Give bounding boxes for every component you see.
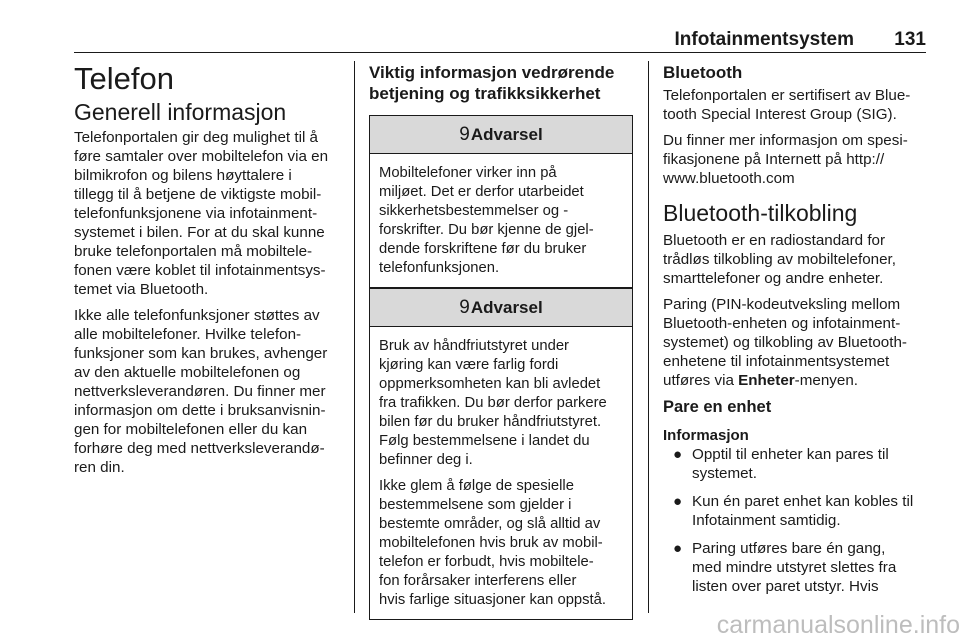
warning-label: Advarsel (470, 297, 543, 317)
page-header (74, 28, 926, 53)
column-divider-2 (648, 61, 649, 613)
connection-paragraph-1: Bluetooth er en radiostandard for trådløs tilkobling av mobiltelefoner, smarttelefoner og andre enheter. (663, 232, 896, 287)
warning-icon: 9 (459, 296, 470, 318)
pairing-heading: Pare en enhet (663, 398, 772, 416)
warning-header (370, 289, 632, 327)
bullet-icon: ● (672, 446, 683, 463)
warning-icon: 9 (459, 123, 470, 145)
warning-body (370, 327, 632, 619)
list-item: ● Opptil til enheter kan pares til systemet. (663, 445, 927, 483)
bluetooth-paragraph-2: Du finner mer informasjon om spesi- fikasjonene på Internett på http:// www.bluetooth.com (663, 132, 908, 187)
connection-heading: Bluetooth-tilkobling (663, 200, 858, 226)
warning-header (370, 116, 632, 154)
header-title: Infotainmentsystem (674, 29, 854, 50)
connection-paragraph-2: Paring (PIN-kodeutveksling mellom Bluetooth-enheten og infotainment- systemet) og tilkobling av Bluetooth- enhetene til infotainmentsystemet utføres via Enheter-menyen. (663, 296, 907, 389)
section-title: Telefon (74, 61, 174, 96)
intro-paragraph: Telefonportalen gir deg mulighet til å føre samtaler over mobiltelefon via en bilmikrofon og bilens høyttalere i tillegg til å betjene de viktigste mobil- telefonfunksjonene via infotainment- systemet i bilen. For at du skal kunne bruke telefonportalen må mobiltele- fonen være koblet til infotainmentsys- temet via Bluetooth. (74, 129, 329, 298)
support-paragraph: Ikke alle telefonfunksjoner støttes av alle mobiltelefoner. Hvilke telefon- funksjoner som kan brukes, avhenger av den aktuelle mobiltelefonen og nettverksleverandøren. Du finner mer informasjon om dette i bruksanvisnin- gen for mobiltelefonen eller du kan forhøre deg med nettverksleverandø- ren din. (74, 307, 328, 476)
devices-menu-name: Enheter (738, 372, 795, 389)
bluetooth-heading: Bluetooth (663, 63, 743, 82)
list-item: ● Kun én paret enhet kan kobles til Infotainment samtidig. (663, 492, 927, 530)
warning-text: Ikke glem å følge de spesielle bestemmelsene som gjelder i bestemte områder, og slå alltid av mobiltelefonen hvis bruk av mobil- telefon er forbudt, hvis mobiltele- fon forårsaker interferens eller hvis farlige situasjoner kan oppstå. (379, 478, 607, 608)
warning-box-2 (369, 288, 633, 620)
page-number: 131 (894, 29, 926, 50)
section-subtitle: Generell informasjon (74, 99, 287, 125)
bullet-icon: ● (672, 540, 683, 557)
column-right (663, 62, 927, 605)
warning-body (370, 154, 632, 287)
info-heading: Informasjon (663, 427, 749, 444)
warning-text: Mobiltelefoner virker inn på miljøet. Det er derfor utarbeidet sikkerhetsbestemmelser og - forskrifter. Du bør kjenne de gjel- dende forskriftene før du bruker telefonfunksjonen. (379, 165, 594, 276)
warning-text: Bruk av håndfriutstyret under kjøring kan være farlig fordi oppmerksomheten kan bli avledet fra trafikken. Du bør derfor parkere bilen før du bruker håndfriutstyret. Følg bestemmelsene i landet du befinner deg i. (379, 338, 607, 468)
column-left (74, 62, 346, 484)
safety-heading: Viktig informasjon vedrørende betjening og trafikksikkerhet (369, 63, 615, 103)
column-divider-1 (354, 61, 355, 613)
column-middle (369, 62, 633, 107)
warning-label: Advarsel (470, 124, 543, 144)
watermark: carmanualsonline.info (716, 611, 960, 639)
bullet-icon: ● (672, 493, 683, 510)
list-item: ● Paring utføres bare én gang, med mindre utstyret slettes fra listen over paret utstyr. Hvis (663, 539, 927, 596)
bluetooth-paragraph-1: Telefonportalen er sertifisert av Blue- tooth Special Interest Group (SIG). (663, 87, 911, 123)
warning-box-1 (369, 115, 633, 288)
